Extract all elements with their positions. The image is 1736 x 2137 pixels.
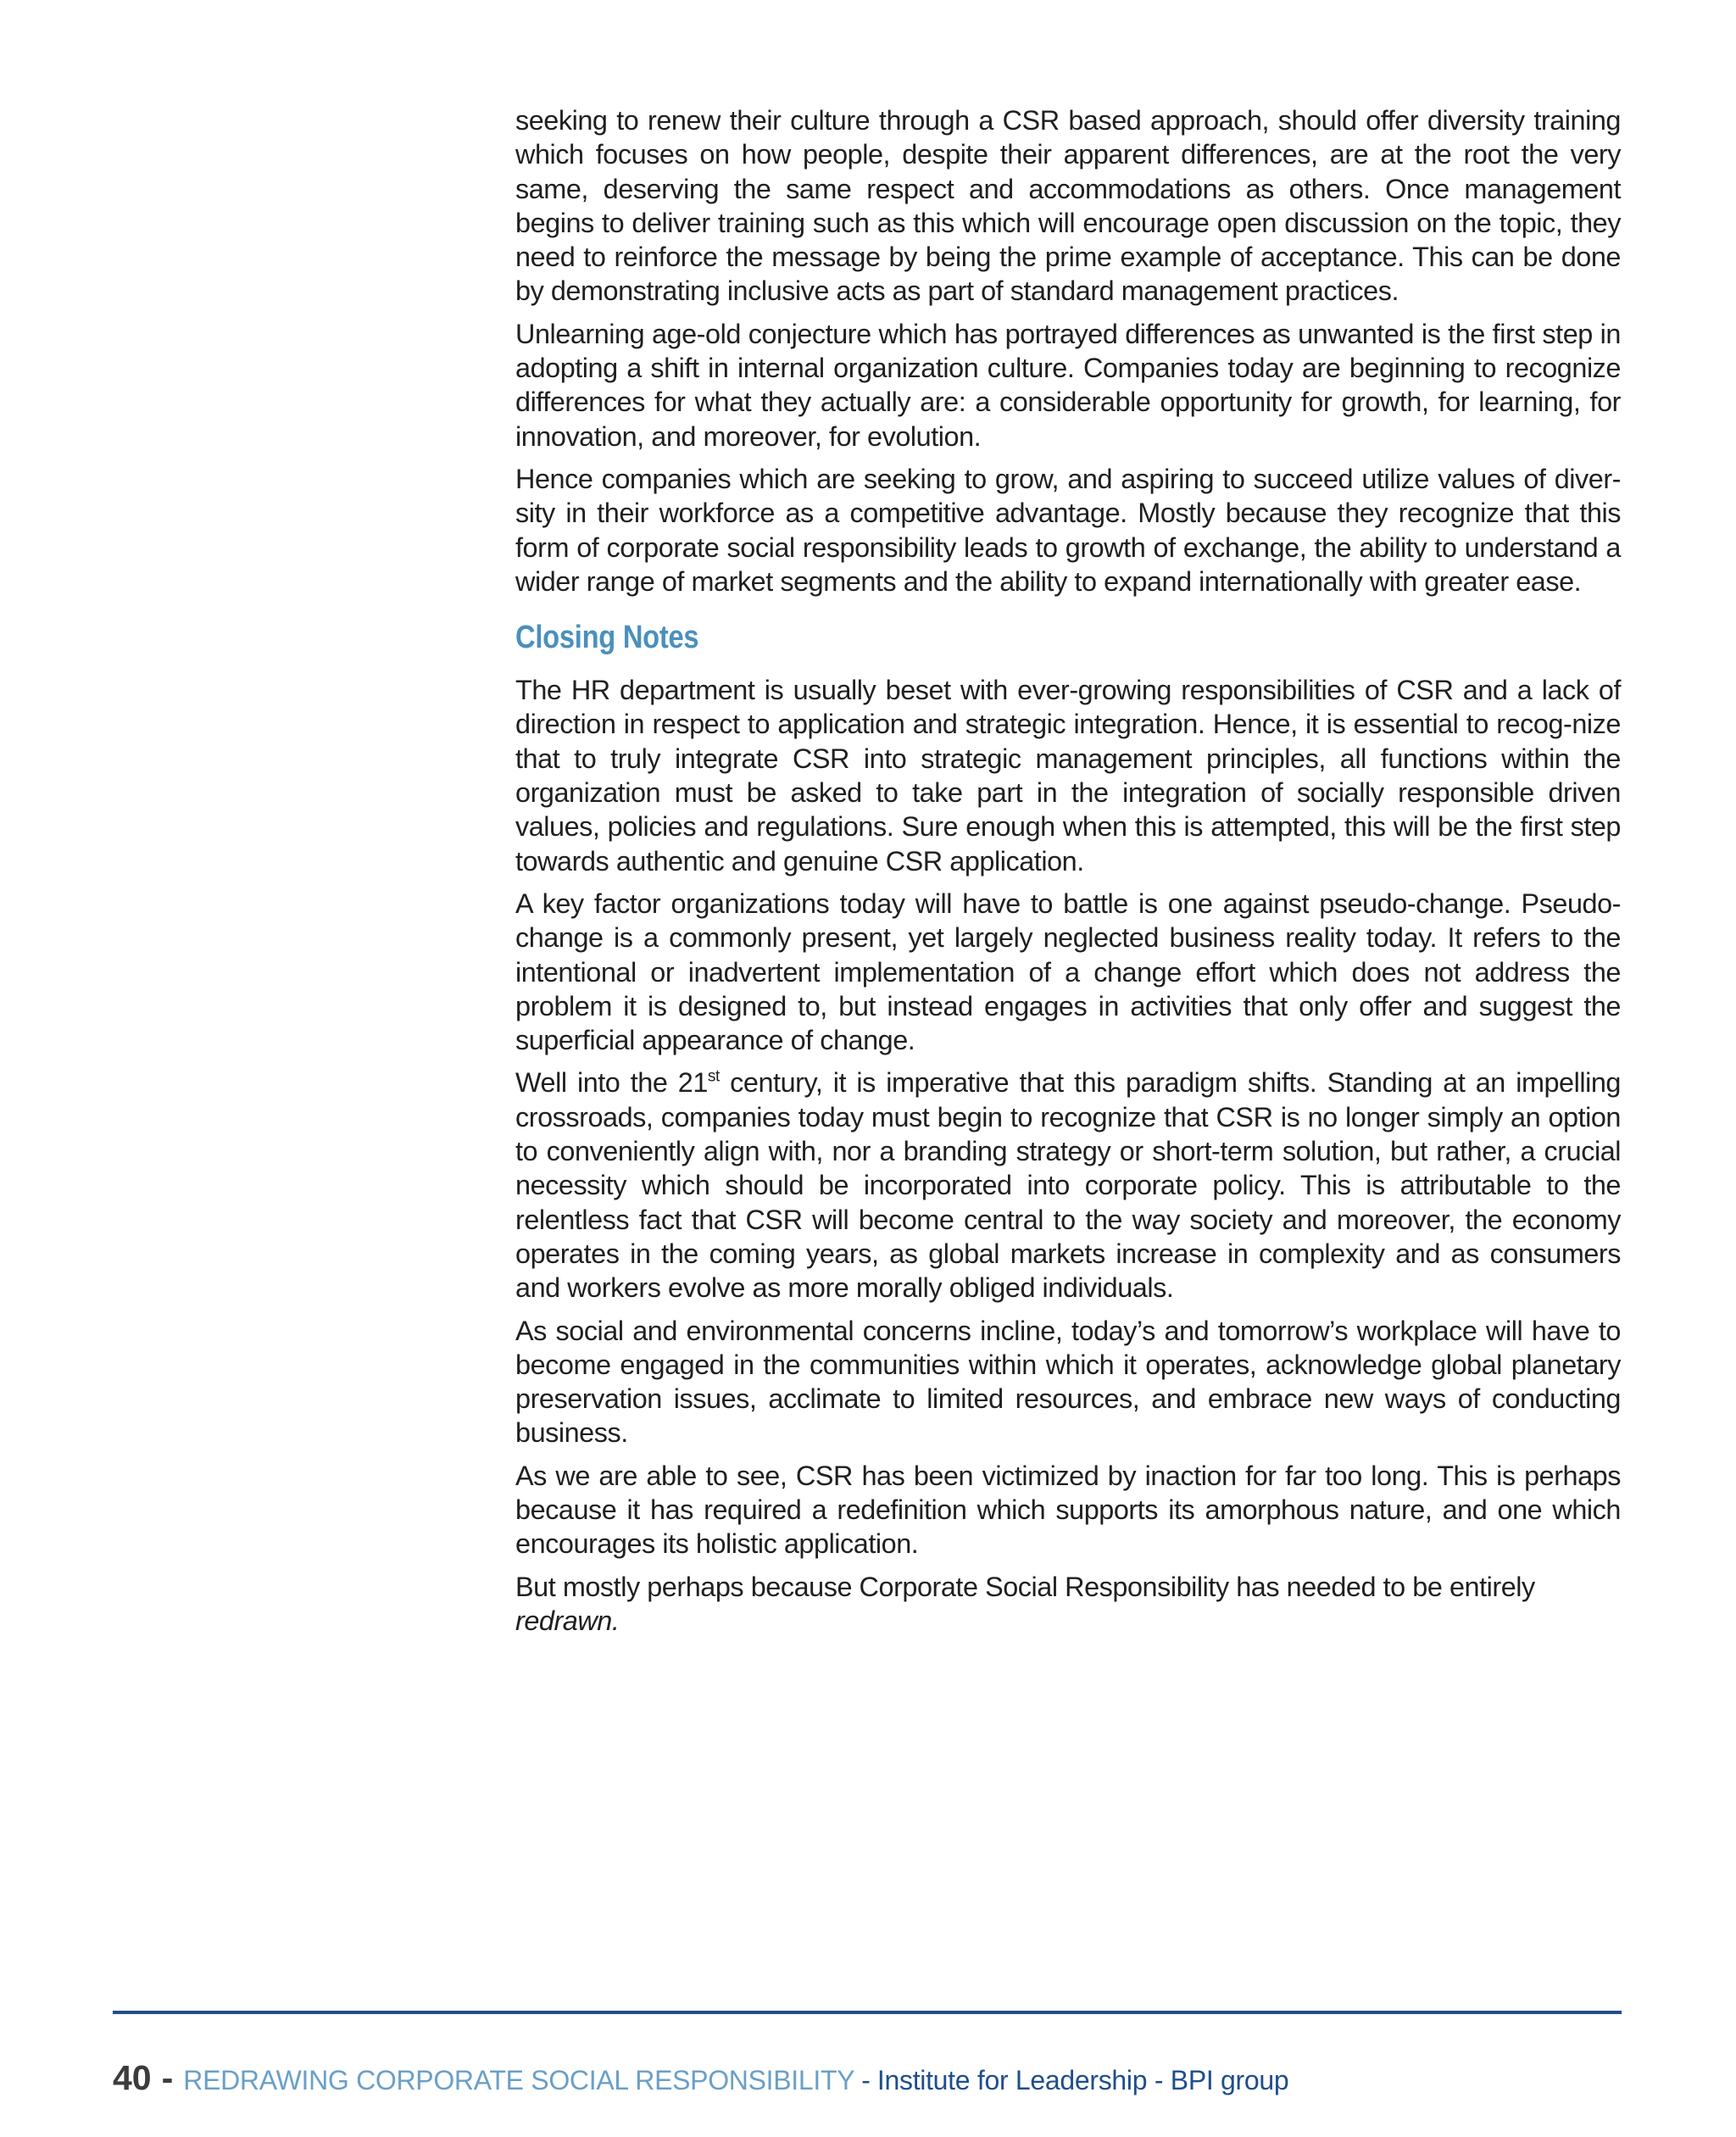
section-heading-closing-notes: Closing Notes xyxy=(515,620,699,656)
paragraph-unlearning: Unlearning age-old conjecture which has portrayed differences as unwanted is the first step in adopting a shift in internal organization culture. Companies today are beginning to recognize differences for what they actually are: a considerable opportunity for growth, for learning, for innovation, and moreover, for evolution. xyxy=(515,318,1621,452)
paragraph-final xyxy=(515,1570,1621,1639)
paragraph-21st-century xyxy=(515,1066,1621,1305)
footer-divider xyxy=(113,2011,1622,2014)
century-text-after: century, it is imperative that this paradigm shifts. Standing at an impelling crossroads, companies today must begin to recognize that CSR is no longer simply an option to conveniently align with, nor a branding strategy or short-term solution, but rather, a crucial necessity which should be incorporated into corporate policy. This is attributable to the relentless fact that CSR will become central to the way society and moreover, the economy operates in the coming years, as global markets increase in complexity and as consumers and workers evolve as more morally obliged individuals. xyxy=(515,1067,1621,1304)
paragraph-competitive-advantage: Hence companies which are seeking to grow, and aspiring to succeed utilize values of diver-sity in their workforce as a competitive advantage. Mostly because they recognize that this form of corporate social responsibility leads to growth of exchange, the ability to understand a wider range of market segments and the ability to expand internationally with greater ease. xyxy=(515,463,1621,597)
century-text-before: Well into the 21 xyxy=(515,1067,708,1099)
century-superscript: st xyxy=(707,1068,720,1087)
publisher-name: Institute for Leadership - BPI group xyxy=(876,2065,1289,2095)
publication-title: REDRAWING CORPORATE SOCIAL RESPONSIBILITY xyxy=(183,2065,855,2095)
paragraph-hr-department: The HR department is usually beset with ever-growing responsibilities of CSR and a lack of direction in respect to application and strategic integration. Hence, it is essential to recog-nize that to truly integrate CSR into strategic management principles, all functions within the organization must be asked to take part in the integration of socially responsible driven values, policies and regulations. Sure enough when this is attempted, this will be the first step towards authentic and genuine CSR application. xyxy=(515,675,1621,877)
footer-separator-2: - xyxy=(861,2065,871,2095)
paragraph-social-environmental: As social and environmental concerns incline, today’s and tomorrow’s workplace will have to become engaged in the communities within which it operates, acknowledge global planetary preservation issues, acclimate to limited resources, and embrace new ways of conducting business. xyxy=(515,1315,1621,1449)
document-body xyxy=(515,103,1621,1646)
page-footer xyxy=(113,2058,1288,2101)
footer-separator: - xyxy=(161,2058,174,2097)
paragraph-diversity-training: seeking to renew their culture through a CSR based approach, should offer diversity training which focuses on how people, despite their apparent differences, are at the root the very same, deserving the same respect and accommodations as others. Once management begins to deliver training such as this which will encourage open discussion on the topic, they need to reinforce the message by being the prime example of acceptance. This can be done by demonstrating inclusive acts as part of standard management practices. xyxy=(515,105,1621,307)
page-number: 40 xyxy=(113,2058,152,2097)
paragraph-inaction: As we are able to see, CSR has been victimized by inaction for far too long. This is perhaps because it has required a redefinition which supports its amorphous nature, and one which encourages its holistic application. xyxy=(515,1460,1621,1560)
final-emphasis: redrawn. xyxy=(515,1605,620,1636)
paragraph-pseudo-change: A key factor organizations today will have to battle is one against pseudo-change. Pseudo-change is a commonly present, yet largely neglected business reality today. It refers to the intentional or inadvertent implementation of a change effort which does not address the problem it is designed to, but instead engages in activities that only offer and suggest the superficial appearance of change. xyxy=(515,888,1621,1056)
final-text: But mostly perhaps because Corporate Social Responsibility has needed to be entirely xyxy=(515,1571,1535,1602)
